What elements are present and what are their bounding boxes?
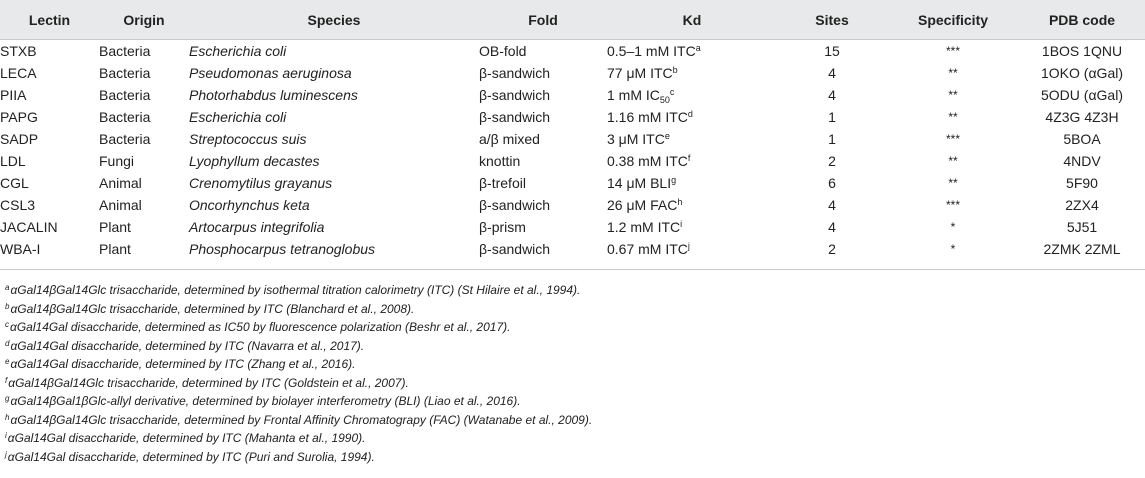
kd-value: 0.5–1 mM ITC — [607, 43, 696, 59]
kd-footnote-mark: c — [669, 87, 675, 97]
cell-specificity: *** — [945, 132, 960, 146]
footnote-mark: b — [5, 301, 10, 311]
footnote-mark: f — [5, 375, 8, 385]
cell-pdb-code: 4NDV — [1063, 153, 1101, 169]
cell-fold: a/β mixed — [479, 131, 540, 147]
cell-origin: Animal — [99, 175, 142, 191]
cell-kd — [607, 128, 777, 150]
cell-sites: 2 — [828, 241, 836, 257]
cell-kd — [607, 106, 777, 128]
cell-sites: 1 — [828, 109, 836, 125]
cell-origin: Fungi — [99, 153, 135, 169]
kd-footnote-mark: j — [687, 241, 690, 251]
cell-fold: β-sandwich — [479, 87, 551, 103]
cell-sites: 6 — [828, 175, 836, 191]
cell-origin: Bacteria — [99, 65, 151, 81]
footnote-mark: g — [5, 394, 10, 403]
header-species: Species — [189, 0, 479, 40]
cell-fold: β-sandwich — [479, 241, 551, 257]
footnote — [5, 300, 592, 319]
cell-kd — [607, 216, 777, 238]
cell-lectin: PIIA — [0, 87, 27, 103]
cell-specificity: *** — [945, 198, 960, 212]
cell-sites: 1 — [828, 131, 836, 147]
footnote-text: αGal14Gal disaccharide, determined by ITC (Zhang et al., 2016). — [10, 357, 356, 371]
cell-species: Crenomytilus grayanus — [189, 175, 333, 191]
cell-specificity: *** — [945, 44, 960, 58]
cell-origin: Bacteria — [99, 131, 151, 147]
cell-species: Escherichia coli — [189, 43, 287, 59]
cell-specificity: ** — [948, 66, 958, 80]
kd-value: 0.67 mM ITC — [607, 241, 688, 257]
kd-subscript: 50 — [659, 95, 670, 105]
kd-footnote-mark: b — [672, 65, 678, 75]
kd-footnote-mark: d — [687, 109, 693, 119]
kd-value: 1.2 mM ITC — [607, 219, 681, 235]
cell-pdb-code: 1OKO (αGal) — [1041, 65, 1123, 81]
footnote-text: αGal14βGal14Glc trisaccharide, determined by ITC (Goldstein et al., 2007). — [8, 375, 409, 390]
cell-pdb-code: 1BOS 1QNU — [1041, 43, 1123, 59]
cell-sites: 15 — [824, 43, 840, 59]
cell-pdb-code: 2ZMK 2ZML — [1043, 241, 1121, 257]
cell-pdb-code: 5ODU (αGal) — [1041, 87, 1123, 103]
cell-fold: β-sandwich — [479, 65, 551, 81]
cell-species: Oncorhynchus keta — [189, 197, 310, 213]
footnote — [5, 337, 592, 356]
cell-specificity: ** — [948, 110, 958, 124]
footnote — [5, 429, 592, 448]
cell-origin: Bacteria — [99, 109, 151, 125]
footnote-text: αGal14βGal14Glc trisaccharide, determined by ITC (Blanchard et al., 2008). — [10, 301, 415, 316]
cell-fold: β-sandwich — [479, 109, 551, 125]
kd-footnote-mark: f — [687, 153, 691, 163]
header-pdb-code: PDB code — [1019, 0, 1145, 40]
table-row — [0, 62, 1145, 84]
footnote-mark: d — [5, 338, 10, 348]
kd-footnote-mark: a — [695, 43, 701, 53]
kd-value: 77 μM ITC — [607, 65, 673, 81]
cell-kd — [607, 172, 777, 194]
cell-origin: Plant — [99, 241, 131, 257]
cell-lectin: JACALIN — [0, 219, 58, 235]
table-row — [0, 238, 1145, 260]
cell-specificity: ** — [948, 154, 958, 168]
cell-sites: 4 — [828, 197, 836, 213]
cell-species: Escherichia coli — [189, 109, 287, 125]
cell-origin: Animal — [99, 197, 142, 213]
cell-specificity: ** — [948, 176, 958, 190]
kd-value: 14 μM BLI — [607, 175, 672, 191]
cell-kd — [607, 194, 777, 216]
table-row — [0, 194, 1145, 216]
cell-species: Lyophyllum decastes — [189, 153, 320, 169]
header-sites: Sites — [777, 0, 887, 40]
footnote — [5, 392, 592, 411]
cell-kd — [607, 40, 777, 63]
kd-value: 26 μM FAC — [607, 197, 678, 213]
table-row — [0, 216, 1145, 238]
footnote-text: αGal14βGal14Glc trisaccharide, determined by Frontal Affinity Chromatograpy (FAC) (Watanabe et al., 2009). — [10, 412, 593, 427]
cell-origin: Bacteria — [99, 43, 151, 59]
footnote-mark: i — [5, 431, 7, 440]
cell-fold: β-prism — [479, 219, 526, 235]
kd-footnote-mark: i — [680, 219, 683, 229]
cell-origin: Bacteria — [99, 87, 151, 103]
table-row — [0, 172, 1145, 194]
footnote — [5, 411, 592, 430]
cell-lectin: WBA-I — [0, 241, 41, 257]
cell-fold: OB-fold — [479, 43, 527, 59]
header-fold: Fold — [479, 0, 607, 40]
table-row — [0, 84, 1145, 106]
cell-species: Artocarpus integrifolia — [189, 219, 325, 235]
footnote-text: αGal14Gal disaccharide, determined by ITC (Mahanta et al., 1990). — [7, 431, 366, 445]
cell-pdb-code: 5BOA — [1063, 131, 1101, 147]
footnote-text: αGal14Gal disaccharide, determined by ITC (Puri and Surolia, 1994). — [7, 449, 375, 464]
cell-sites: 4 — [828, 219, 836, 235]
cell-lectin: CSL3 — [0, 197, 36, 213]
cell-lectin: PAPG — [0, 109, 38, 125]
cell-origin: Plant — [99, 219, 131, 235]
footnote — [5, 355, 592, 374]
cell-specificity: * — [950, 220, 956, 234]
kd-footnote-mark: h — [677, 197, 683, 207]
cell-lectin: STXB — [0, 43, 37, 59]
cell-fold: β-sandwich — [479, 197, 551, 213]
kd-footnote-mark: g — [671, 175, 677, 185]
footnote — [5, 318, 592, 337]
footnote-text: αGal14Gal disaccharide, determined as IC50 by fluorescence polarization (Beshr et al., 2017). — [10, 320, 511, 334]
header-specificity: Specificity — [887, 0, 1019, 40]
cell-species: Streptococcus suis — [189, 131, 307, 147]
footnote-mark: e — [5, 357, 10, 366]
cell-kd — [607, 150, 777, 172]
cell-specificity: * — [950, 242, 956, 256]
header-row — [0, 0, 1145, 40]
table-row — [0, 150, 1145, 172]
table-footnotes — [5, 281, 592, 466]
header-kd: Kd — [607, 0, 777, 40]
cell-kd — [607, 84, 777, 106]
kd-value: 1.16 mM ITC — [607, 109, 688, 125]
footnote — [5, 448, 592, 467]
header-lectin: Lectin — [0, 0, 99, 40]
cell-fold: β-trefoil — [479, 175, 526, 191]
cell-specificity: ** — [948, 88, 958, 102]
cell-species: Pseudomonas aeruginosa — [189, 65, 352, 81]
kd-value: 3 μM ITC — [607, 131, 665, 147]
cell-lectin: SADP — [0, 131, 39, 147]
cell-species: Phosphocarpus tetranoglobus — [189, 241, 376, 257]
cell-lectin: CGL — [0, 175, 29, 191]
header-origin: Origin — [99, 0, 189, 40]
cell-sites: 2 — [828, 153, 836, 169]
footnote-text: αGal14βGal14Glc trisaccharide, determined by isothermal titration calorimetry (ITC) (St Hilaire et al., 1994). — [10, 283, 581, 297]
kd-value: 1 mM IC — [607, 87, 660, 103]
footnote — [5, 281, 592, 300]
footnote-text: αGal14Gal disaccharide, determined by ITC (Navarra et al., 2017). — [10, 338, 365, 353]
footnote-text: αGal14βGal1βGlc-allyl derivative, determined by biolayer interferometry (BLI) (Liao et al., 2016). — [10, 394, 521, 408]
cell-kd — [607, 62, 777, 84]
table-row — [0, 128, 1145, 150]
kd-footnote-mark: e — [664, 131, 670, 141]
cell-sites: 4 — [828, 65, 836, 81]
cell-pdb-code: 5J51 — [1066, 219, 1098, 235]
footnote-mark: c — [5, 320, 9, 329]
cell-pdb-code: 4Z3G 4Z3H — [1045, 109, 1119, 125]
cell-sites: 4 — [828, 87, 836, 103]
cell-pdb-code: 2ZX4 — [1065, 197, 1099, 213]
cell-lectin: LDL — [0, 153, 26, 169]
footnote-mark: j — [5, 449, 7, 459]
cell-pdb-code: 5F90 — [1066, 175, 1098, 191]
cell-fold: knottin — [479, 153, 521, 169]
cell-species: Photorhabdus luminescens — [189, 87, 358, 103]
footnote — [5, 374, 592, 393]
cell-kd — [607, 238, 777, 260]
table-row — [0, 106, 1145, 128]
kd-value: 0.38 mM ITC — [607, 153, 688, 169]
footnote-mark: a — [5, 283, 10, 292]
cell-lectin: LECA — [0, 65, 37, 81]
table-row — [0, 40, 1145, 63]
table-bottom-rule — [0, 269, 1145, 270]
footnote-mark: h — [5, 412, 10, 422]
